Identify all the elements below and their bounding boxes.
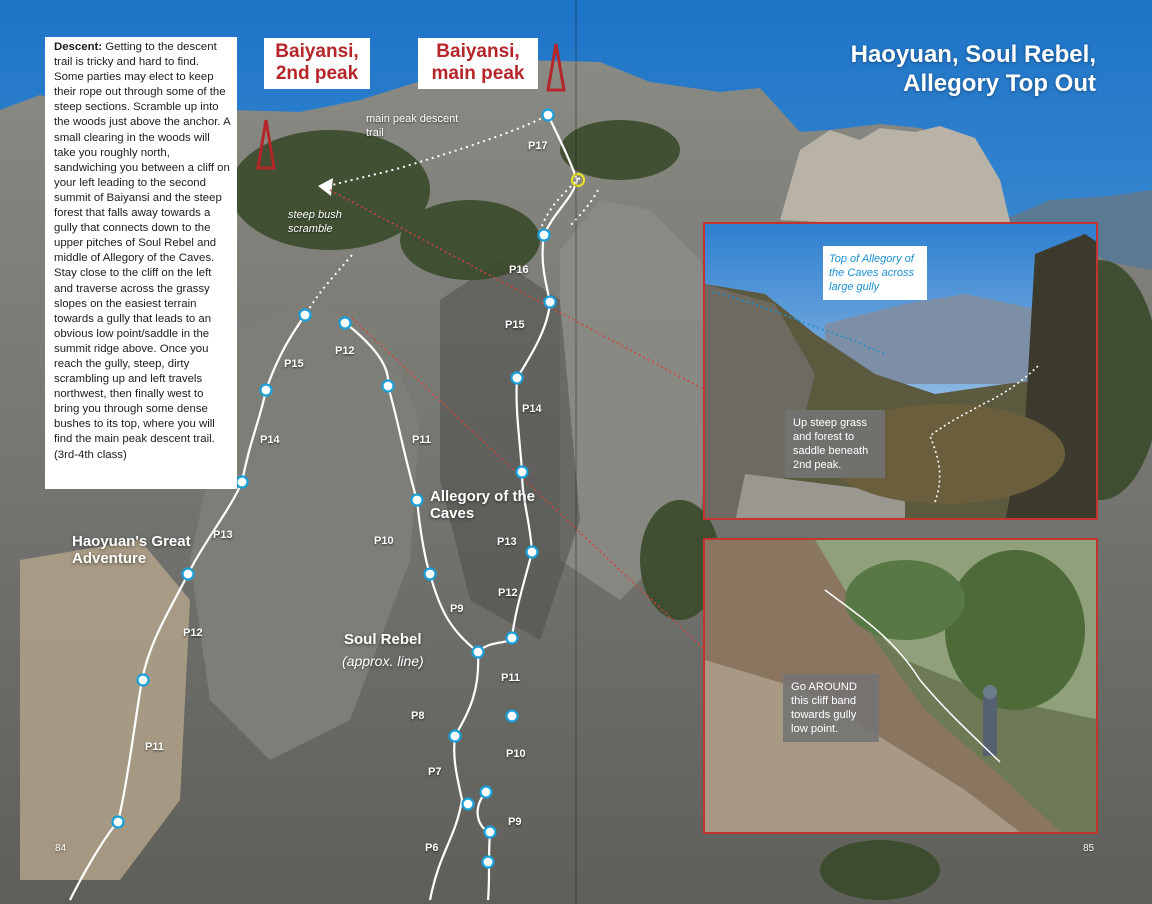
pitch-label: P7 [428,766,442,778]
pitch-label: P15 [505,319,525,331]
page-title: Haoyuan, Soul Rebel, Allegory Top Out [850,41,1096,97]
pitch-label: P17 [528,140,548,152]
pitch-label: P16 [509,264,529,276]
pitch-label: P14 [260,434,280,446]
inset-lower-scene [705,540,1098,834]
descent-info-box [45,37,237,489]
route-label-soul-rebel: Soul Rebel [344,631,422,648]
pitch-label: P12 [335,345,355,357]
pitch-label: P9 [508,816,522,828]
pitch-label: P8 [411,710,425,722]
inset-upper-caption: Up steep grass and forest to saddle beneath 2nd peak. [785,410,885,478]
inset-lower-caption: Go AROUND this cliff band towards gully low point. [783,674,879,742]
page-number-left: 84 [55,843,67,854]
pitch-label: P6 [425,842,439,854]
pitch-label: P13 [497,536,517,548]
main-peak-trail-label: main peak descent trail [366,113,459,139]
pitch-label: P15 [284,358,304,370]
pitch-label: P10 [506,748,526,760]
pitch-label: P10 [374,535,394,547]
descent-body: Getting to the descent trail is tricky and hard to find. Some parties may elect to keep their rope out through some of the steep sections. Scramble up into the woods just above the anchor. A small clearing in the woods will take you roughly north, sandwiching you between a cliff on your left leading to the second summit of Baiyansi and the steep forest that falls away towards a gully that connects down to the upper pitches of Soul Rebel and middle of Allegory of the Caves. Stay close to the cliff on the left and traverse across the grassy slopes on the easiest terrain towards a gully that leads to an obvious low point/saddle in the summit ridge above. Once you reach the gully, steep, dirty scrambling up and left travels northwest, then finally west to bring you through some dense bushes to its top, where you will find the main peak descent trail. (3rd-4th class) [54,41,231,461]
allegory-top-note: Top of Allegory of the Caves across large gully [823,246,927,300]
pitch-label: P11 [145,741,164,753]
pitch-label: P12 [183,627,203,639]
peak-label-main: Baiyansi, main peak [418,38,538,89]
pitch-label: P13 [213,529,233,541]
inset-photo-upper [703,222,1098,520]
route-label-soul-note: (approx. line) [342,653,424,669]
pitch-label: P11 [412,434,431,446]
bush-scramble-label: steep bush scramble [288,209,342,235]
descent-heading: Descent: [54,41,103,53]
pitch-label: P14 [522,403,542,415]
route-label-allegory: Allegory of the Caves [430,488,536,522]
right-pinnacles [780,126,1010,226]
inset-photo-lower [703,538,1098,834]
pitch-label: P11 [501,672,520,684]
page-number-right: 85 [1083,843,1095,854]
page-gutter [575,0,577,904]
pitch-label: P9 [450,603,464,615]
route-label-haoyuan: Haoyuan's Great Adventure [72,533,191,567]
pitch-label: P12 [498,587,518,599]
peak-label-2nd: Baiyansi, 2nd peak [264,38,370,89]
